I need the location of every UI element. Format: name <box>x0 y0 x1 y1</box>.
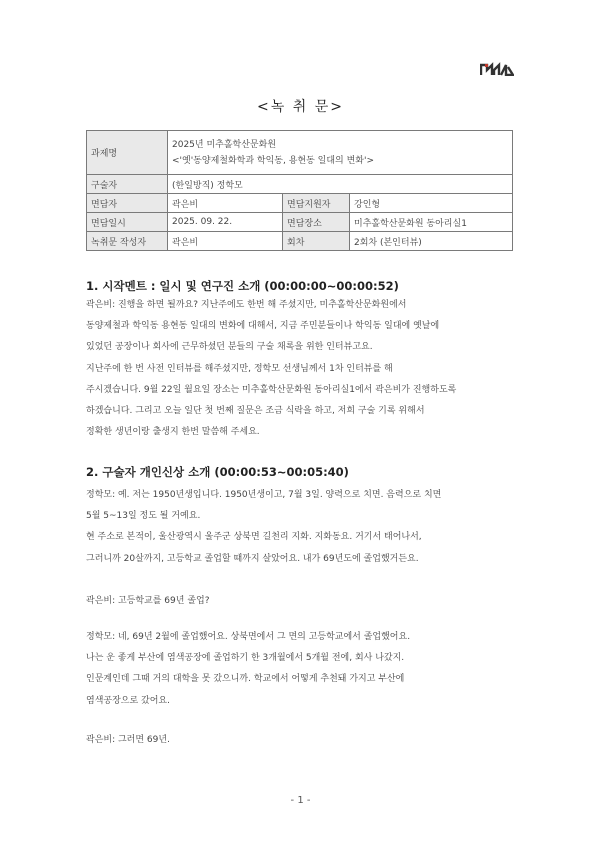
text-line: 있었던 공장이나 회사에 근무하셨던 분들의 구술 채록을 위한 인터뷰고요. <box>86 342 373 353</box>
text-line: 나는 운 좋게 부산에 염색공장에 졸업하기 한 3개월에서 5개월 전에, 회사 나갔지. <box>86 653 405 664</box>
document-title: <녹 취 문> <box>257 99 344 115</box>
project-line-2: <'옛'동양제철화학과 학익동, 용현동 일대의 변화'> <box>172 155 374 166</box>
text-line: 5월 5~13일 정도 될 거예요. <box>86 511 201 522</box>
text-line: 정학모: 네, 69년 2월에 졸업했어요. 상북면에서 그 면의 고등학교에서 졸업했어요. <box>86 632 411 642</box>
place-label: 면담장소 <box>283 213 350 232</box>
project-value <box>168 131 513 175</box>
text-line: 정학모: 예. 저는 1950년생입니다. 1950년생이고, 7월 3일. 양력으로 치면. 음력으로 치면 <box>86 490 442 500</box>
narrator-value: (한일방직) 정학모 <box>168 175 513 194</box>
logo-icon <box>480 62 514 76</box>
writer-label: 녹취문 작성자 <box>87 232 168 251</box>
text-line: 주시겠습니다. 9월 22일 월요일 장소는 미추홀학산문화원 동아리실1에서 곽은비가 진행하도록 <box>86 384 457 395</box>
section-1-paragraph <box>86 295 526 443</box>
date-label: 면담일시 <box>87 213 168 232</box>
text-line: 현 주소로 본적이, 울산광역시 울주군 상북면 길천리 지화. 지화동요. 거기서 태어나서, <box>86 532 422 543</box>
text-line: 곽은비: 고등학교를 69년 졸업? <box>86 596 210 606</box>
section-2-paragraph-1 <box>86 485 526 570</box>
text-line: 곽은비: 진행을 하면 될까요? 지난주에도 한번 해 주셨지만, 미추홀학산문화원에서 <box>86 300 407 310</box>
project-line-1: 2025년 미추홀학산문화원 <box>172 139 277 150</box>
session-value: 2회차 (본인터뷰) <box>350 232 513 251</box>
session-label: 회차 <box>283 232 350 251</box>
text-line: 정확한 생년이랑 출생지 한번 말씀해 주세요. <box>86 427 260 438</box>
section-heading-1: 1. 시작멘트 : 일시 및 연구진 소개 (00:00:00~00:00:52) <box>86 279 399 293</box>
writer-value: 곽은비 <box>168 232 283 251</box>
page-number: - 1 - <box>290 795 311 806</box>
text-line: 하겠습니다. 그리고 오늘 일단 첫 번째 질문은 조금 식락을 하고, 저희 구술 기록 위해서 <box>86 406 425 417</box>
text-line: 지난주에 한 번 사전 인터뷰를 해주셨지만, 정학모 선생님께서 1차 인터뷰를 해 <box>86 363 393 374</box>
project-label: 과제명 <box>87 131 168 175</box>
interview-info-table <box>86 130 513 251</box>
assistant-label: 면담지원자 <box>283 194 350 213</box>
text-line: 동양제철과 학익동 용현동 일대의 변화에 대해서, 지금 주민분들이나 학익동 일대에 옛날에 <box>86 321 440 332</box>
section-2-paragraph-4 <box>86 730 526 751</box>
text-line: 인문계인데 그때 거의 대학을 못 갔으니까. 학교에서 어떻게 추천돼 가지고 부산에 <box>86 674 405 685</box>
narrator-label: 구술자 <box>87 175 168 194</box>
date-value: 2025. 09. 22. <box>168 213 283 232</box>
section-2-paragraph-3 <box>86 627 526 712</box>
assistant-value: 강인형 <box>350 194 513 213</box>
section-heading-2: 2. 구술자 개인신상 소개 (00:00:53~00:05:40) <box>86 465 349 479</box>
interviewer-value: 곽은비 <box>168 194 283 213</box>
text-line: 곽은비: 그러면 69년. <box>86 735 170 745</box>
place-value: 미추홀학산문화원 동아리실1 <box>350 213 513 232</box>
interviewer-label: 면담자 <box>87 194 168 213</box>
text-line: 그러니까 20살까지, 고등학교 졸업할 때까지 살았어요. 내가 69년도에 졸업했거든요. <box>86 553 419 564</box>
section-2-paragraph-2 <box>86 591 526 612</box>
text-line: 염색공장으로 갔어요. <box>86 695 170 706</box>
